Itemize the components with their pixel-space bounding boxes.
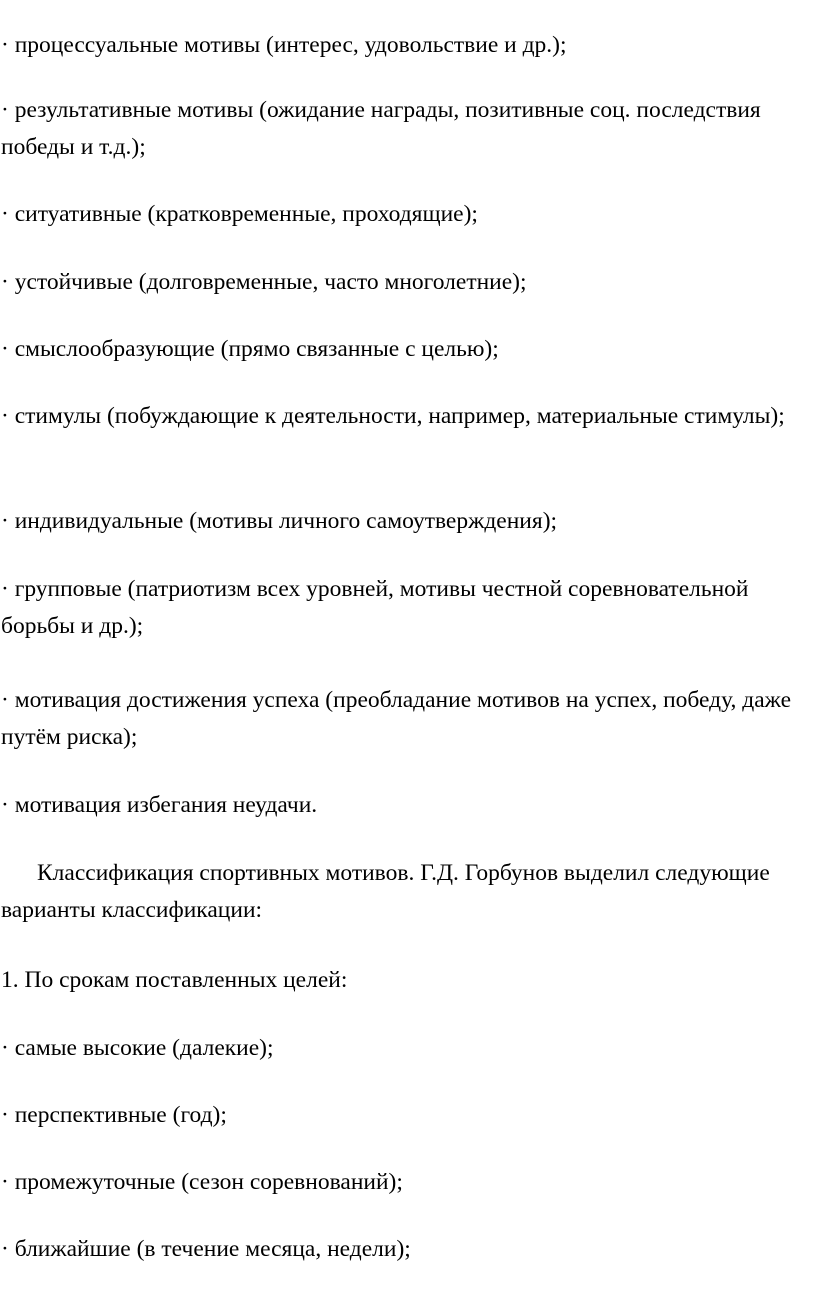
list-item-stable: · устойчивые (долговременные, часто многолетние); xyxy=(1,269,527,295)
list-item-success-motivation: · мотивация достижения успеха (преобладание мотивов на успех, победу, даже путём риска); xyxy=(1,687,792,750)
list-item-result-motives: · результативные мотивы (ожидание награды, позитивные соц. последствия победы и т.д.); xyxy=(1,97,761,160)
list-item-meaning-forming: · смыслообразующие (прямо связанные с целью); xyxy=(1,336,499,362)
list-item-individual: · индивидуальные (мотивы личного самоутверждения); xyxy=(1,508,558,534)
classification-paragraph: Классификация спортивных мотивов. Г.Д. Горбунов выделил следующие варианты классификации: xyxy=(1,860,770,923)
list-item-perspective: · перспективные (год); xyxy=(1,1102,227,1128)
list-item-highest: · самые высокие (далекие); xyxy=(1,1035,274,1061)
list-item-stimuli: · стимулы (побуждающие к деятельности, например, материальные стимулы); xyxy=(1,403,785,429)
list-item-situational: · ситуативные (кратковременные, проходящие); xyxy=(1,201,478,227)
list-item-failure-avoidance: · мотивация избегания неудачи. xyxy=(1,792,318,818)
list-item-nearest: · ближайшие (в течение месяца, недели); xyxy=(1,1236,411,1262)
list-item-group: · групповые (патриотизм всех уровней, мотивы честной соревновательной борьбы и др.); xyxy=(1,576,749,639)
list-item-intermediate: · промежуточные (сезон соревнований); xyxy=(1,1169,403,1195)
list-item-process-motives: · процессуальные мотивы (интерес, удовольствие и др.); xyxy=(1,32,567,58)
numbered-heading-goal-terms: 1. По срокам поставленных целей: xyxy=(1,967,348,993)
